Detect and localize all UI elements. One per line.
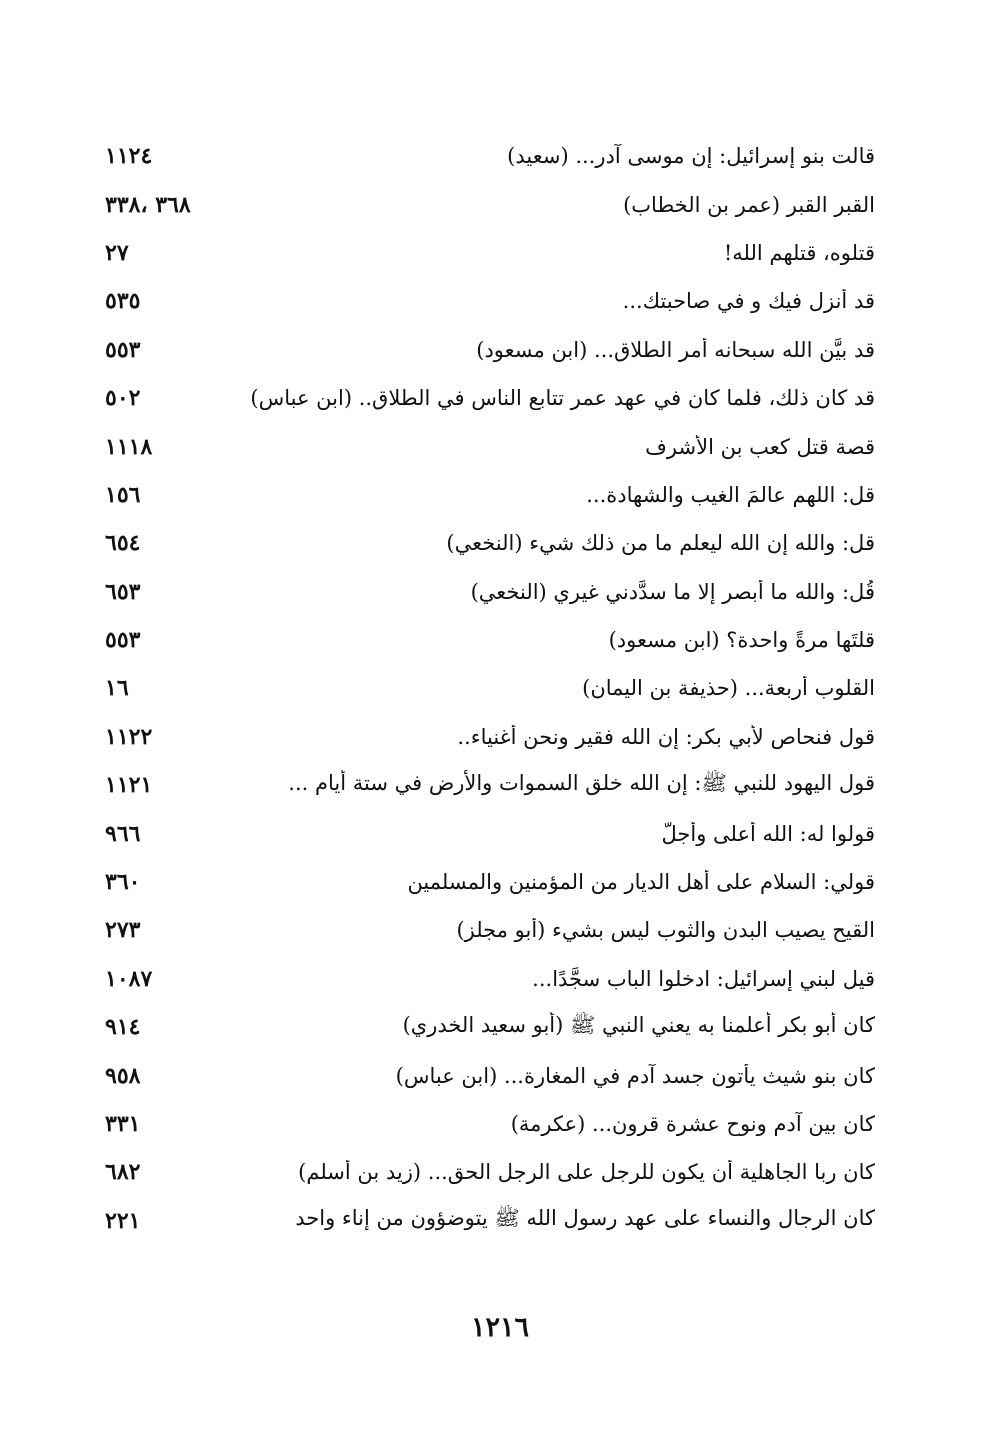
entry-text: القيح يصيب البدن والثوب ليس بشيء (أبو مجلز) xyxy=(456,918,875,943)
entry-text: القبر القبر (عمر بن الخطاب) xyxy=(623,192,875,217)
list-item xyxy=(105,1100,875,1148)
entry-page-ref: ٦٨٢ xyxy=(105,1159,141,1186)
entry-page-ref: ٥٠٢ xyxy=(105,385,141,412)
list-item xyxy=(105,180,875,228)
entry-text: قد أُنزل فيك و في صاحبتك... xyxy=(622,289,875,314)
entry-text: كان الرجال والنساء على عهد رسول الله ﷺ يتوضؤون من إناء واحد xyxy=(295,1206,875,1231)
list-item xyxy=(105,374,875,422)
entry-page-ref: ٩٥٨ xyxy=(105,1062,141,1089)
entry-text: قول اليهود للنبي ﷺ: إن الله خلق السموات والأرض في ستة أيام ... xyxy=(288,770,875,795)
entry-page-ref: ٩٦٦ xyxy=(105,820,141,847)
list-item xyxy=(105,1197,875,1245)
entry-text: قيل لبني إسرائيل: ادخلوا الباب سجَّدًا... xyxy=(532,966,875,991)
entry-page-ref: ١٠٨٧ xyxy=(105,965,153,992)
entry-page-ref: ١٥٦ xyxy=(105,481,141,508)
entry-text: قُل: والله ما أُبصر إلا ما سدَّدني غيري (النخعي) xyxy=(470,579,875,604)
entry-text: القلوب أربعة... (حذيفة بن اليمان) xyxy=(582,676,875,701)
entry-page-ref: ٥٥٣ xyxy=(105,336,141,363)
entry-text: قالت بنو إسرائيل: إن موسى آدر... (سعيد) xyxy=(507,144,875,169)
entry-text: كان بين آدم ونوح عشرة قرون... (عكرمة) xyxy=(510,1112,875,1136)
entry-page-ref: ٣٣١ xyxy=(105,1111,141,1137)
entry-text: كان أبو بكر أعلمنا به يعني النبي ﷺ (أبو سعيد الخدري) xyxy=(402,1012,875,1037)
entry-page-ref: ٢٧ xyxy=(105,239,129,266)
entry-text: قل: اللهم عالمَ الغيب والشهادة... xyxy=(586,482,875,507)
entry-text: كان ربا الجاهلية أن يكون للرجل على الرجل الحق... (زيد بن أسلم) xyxy=(298,1160,875,1185)
entry-text: قصة قتل كعب بن الأشرف xyxy=(645,434,875,459)
list-item xyxy=(105,955,875,1003)
list-item xyxy=(105,1051,875,1099)
list-item xyxy=(105,713,875,761)
entry-page-ref: ٥٣٥ xyxy=(105,288,141,315)
list-item xyxy=(105,809,875,857)
entry-text: قل: والله إن الله ليعلم ما من ذلك شيء (النخعي) xyxy=(446,531,875,556)
entry-text: قد بيَّن الله سبحانه أمر الطلاق... (ابن مسعود) xyxy=(476,337,875,362)
index-list xyxy=(105,132,875,1245)
entry-page-ref: ٢٧٣ xyxy=(105,917,141,944)
entry-text: قولي: السلام على أهل الديار من المؤمنين والمسلمين xyxy=(407,870,875,895)
entry-text: قولوا له: الله أعلى وأجلُّ xyxy=(661,821,875,846)
entry-page-ref: ١١٢١ xyxy=(105,772,153,799)
entry-page-ref: ١١٢٢ xyxy=(105,723,153,750)
entry-text: قلتَها مرةً واحدة؟ (ابن مسعود) xyxy=(608,628,875,653)
list-item xyxy=(105,326,875,374)
entry-text: قتلوه، قتلهم الله! xyxy=(723,240,875,265)
list-item xyxy=(105,519,875,567)
list-item xyxy=(105,132,875,180)
entry-page-ref: ١١١٨ xyxy=(105,433,153,460)
entry-text: قد كان ذلك، فلما كان في عهد عمر تتابع الناس في الطلاق.. (ابن عباس) xyxy=(250,386,875,411)
entry-page-ref: ٥٥٣ xyxy=(105,627,141,654)
entry-page-ref: ٩١٤ xyxy=(105,1014,141,1041)
list-item xyxy=(105,422,875,470)
entry-page-ref: ٦٥٣ xyxy=(105,578,141,605)
entry-page-ref: ١١٢٤ xyxy=(105,143,153,170)
list-item xyxy=(105,568,875,616)
list-item xyxy=(105,471,875,519)
list-item xyxy=(105,1148,875,1196)
entry-page-ref: ١٦ xyxy=(105,675,129,702)
list-item xyxy=(105,616,875,664)
entry-text: قول فنحاص لأبي بكر: إن الله فقير ونحن أغنياء.. xyxy=(457,724,875,749)
entry-page-ref: ٢٢١ xyxy=(105,1207,141,1234)
list-item xyxy=(105,229,875,277)
list-item xyxy=(105,761,875,809)
list-item xyxy=(105,906,875,954)
entry-page-ref: ٣٦٨ ،٣٣٨ xyxy=(105,191,191,218)
page-number: ١٢١٦ xyxy=(470,1312,529,1343)
list-item xyxy=(105,664,875,712)
list-item xyxy=(105,1003,875,1051)
list-item xyxy=(105,277,875,325)
entry-page-ref: ٦٥٤ xyxy=(105,530,141,557)
entry-page-ref: ٣٦٠ xyxy=(105,869,141,896)
entry-text: كان بنو شيث يأتون جسد آدم في المغارة... (ابن عباس) xyxy=(395,1063,875,1088)
list-item xyxy=(105,858,875,906)
